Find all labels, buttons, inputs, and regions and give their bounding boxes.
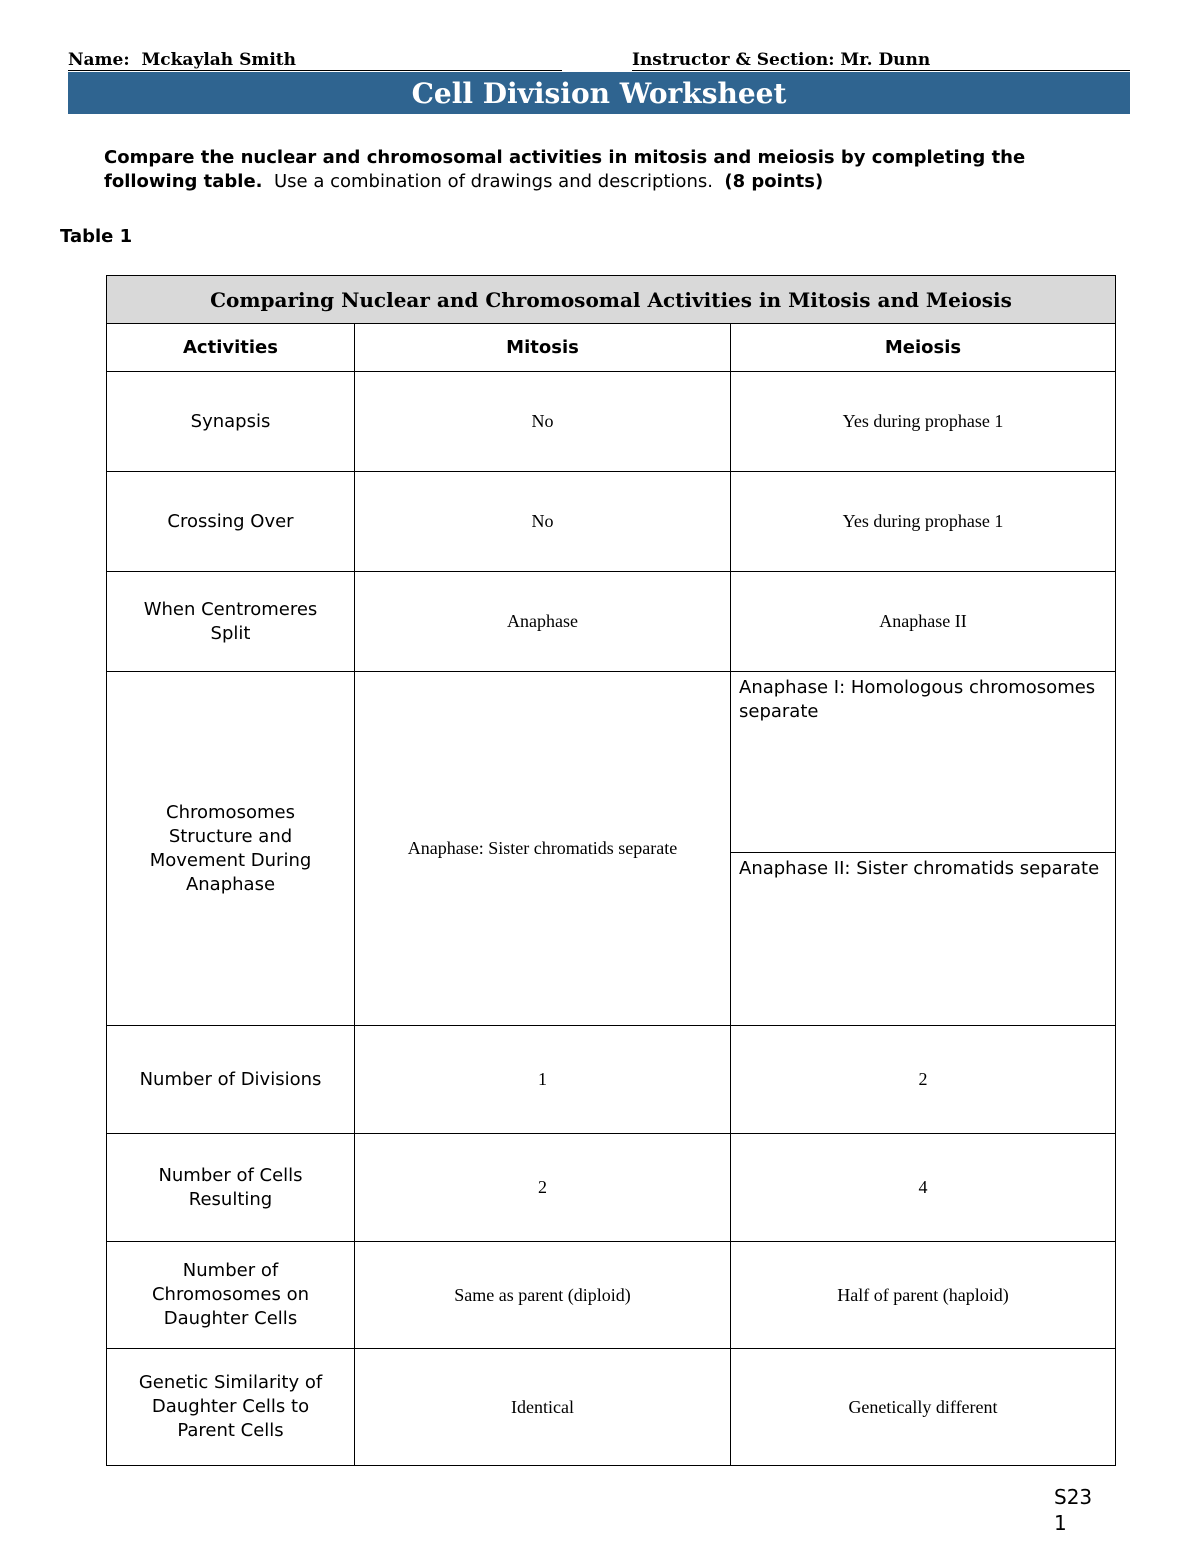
table-row bbox=[107, 1349, 1116, 1466]
column-header-activities: Activities bbox=[107, 324, 355, 372]
meiosis-cell: 2 bbox=[731, 1026, 1116, 1134]
mitosis-cell: Anaphase: Sister chromatids separate bbox=[355, 672, 731, 1026]
meiosis-cell: Half of parent (haploid) bbox=[731, 1242, 1116, 1349]
column-header-meiosis: Meiosis bbox=[731, 324, 1116, 372]
activity-cell: Synapsis bbox=[107, 372, 355, 472]
meiosis-cell: Anaphase II bbox=[731, 572, 1116, 672]
meiosis-anaphase-1-cell: Anaphase I: Homologous chromosomes separate bbox=[731, 672, 1116, 853]
meiosis-anaphase-2-cell: Anaphase II: Sister chromatids separate bbox=[731, 853, 1116, 1026]
activity-cell: Chromosomes Structure and Movement During Anaphase bbox=[107, 672, 355, 1026]
column-header-mitosis: Mitosis bbox=[355, 324, 731, 372]
activity-cell: Number of Cells Resulting bbox=[107, 1134, 355, 1242]
page-number: 1 bbox=[1054, 1511, 1067, 1535]
title-banner bbox=[68, 72, 1130, 114]
table-row bbox=[107, 372, 1116, 472]
page-footer bbox=[1054, 1484, 1092, 1536]
table-row bbox=[107, 572, 1116, 672]
table-row bbox=[107, 1134, 1116, 1242]
meiosis-cell: 4 bbox=[731, 1134, 1116, 1242]
activity-cell: Number of Divisions bbox=[107, 1026, 355, 1134]
table-caption: Comparing Nuclear and Chromosomal Activities in Mitosis and Meiosis bbox=[107, 276, 1116, 324]
activity-cell: When Centromeres Split bbox=[107, 572, 355, 672]
meiosis-cell: Yes during prophase 1 bbox=[731, 372, 1116, 472]
table-row bbox=[107, 472, 1116, 572]
instructor-value: Mr. Dunn bbox=[840, 50, 931, 70]
name-field bbox=[68, 50, 562, 71]
table-row bbox=[107, 1242, 1116, 1349]
activity-cell: Crossing Over bbox=[107, 472, 355, 572]
footer-code: S23 bbox=[1054, 1485, 1093, 1509]
mitosis-cell: Anaphase bbox=[355, 572, 731, 672]
table-row bbox=[107, 672, 1116, 853]
mitosis-cell: No bbox=[355, 372, 731, 472]
mitosis-cell: Same as parent (diploid) bbox=[355, 1242, 731, 1349]
mitosis-cell: 1 bbox=[355, 1026, 731, 1134]
table-label: Table 1 bbox=[60, 226, 133, 247]
activity-cell: Number of Chromosomes on Daughter Cells bbox=[107, 1242, 355, 1349]
mitosis-cell: Identical bbox=[355, 1349, 731, 1466]
name-label: Name: bbox=[68, 50, 130, 70]
mitosis-cell: 2 bbox=[355, 1134, 731, 1242]
comparison-table bbox=[106, 275, 1116, 1466]
instructions-points: (8 points) bbox=[724, 171, 824, 192]
meiosis-cell: Genetically different bbox=[731, 1349, 1116, 1466]
instructions-normal: Use a combination of drawings and descriptions. bbox=[273, 171, 713, 192]
instructor-label: Instructor & Section: bbox=[632, 50, 835, 70]
meiosis-cell: Yes during prophase 1 bbox=[731, 472, 1116, 572]
activity-cell: Genetic Similarity of Daughter Cells to Parent Cells bbox=[107, 1349, 355, 1466]
mitosis-cell: No bbox=[355, 472, 731, 572]
table-row bbox=[107, 1026, 1116, 1134]
instructions-bold: Compare the nuclear and chromosomal activities in mitosis and meiosis by completing the following table. bbox=[104, 147, 1026, 192]
name-value: Mckaylah Smith bbox=[141, 50, 297, 70]
instructions bbox=[104, 146, 1094, 194]
page-title: Cell Division Worksheet bbox=[411, 77, 787, 110]
instructor-field bbox=[632, 50, 1130, 71]
